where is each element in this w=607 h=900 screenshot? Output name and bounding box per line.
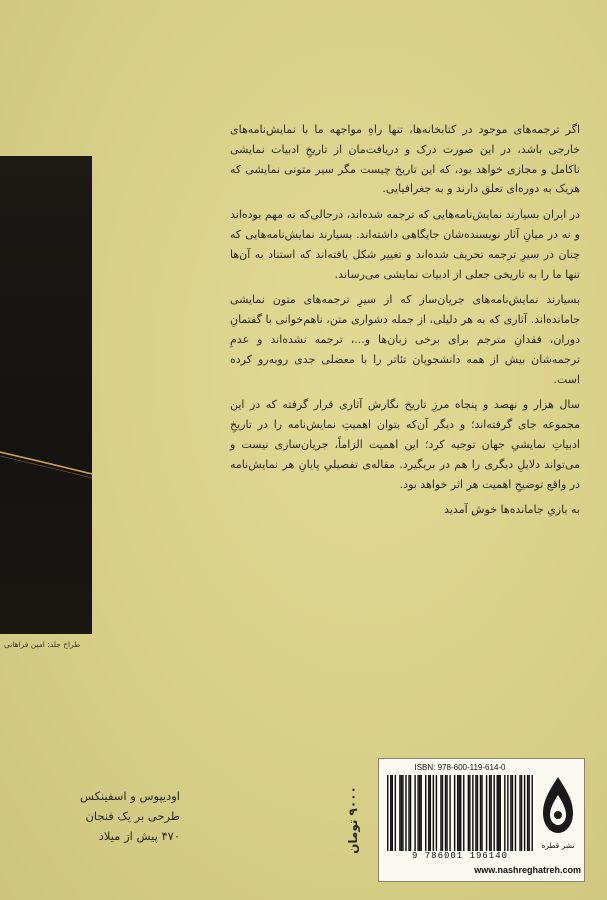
included-plays-list [70,786,180,846]
blurb-closing-line: به بازیِ جامانده‌ها خوش آمدید [444,503,580,517]
play-title: طرحی بر یک فنجان [85,809,180,823]
cover-photo-fragment [0,156,92,634]
price-value: ۹۰۰۰ تومان [346,786,360,854]
blurb-paragraph: اگر ترجمه‌های موجود در کتابخانه‌ها، تنها راهِ مواجهه ما با نمایش‌نامه‌های خارجی باشد، در این صورت درک و دریافت‌مان از تاریخِ ادبیات نمایشی ناکامل و مجازی خواهد بود، که این تاریخ چیست مگر سیر متونی نمایشی که هریک به دوره‌ای تعلق دارند و به جغرافیایی. [230,123,580,196]
barcode-icon [387,775,533,861]
cover-designer-credit: طراح جلد: امین فراهانی [4,640,81,649]
blurb-paragraph: سال هزار و نهصد و پنجاه مرزِ تاریخ نگارش آثاری قرار گرفته که در این مجموعه جای گرفته‌اند؛ و دیگر آن‌که بتوان اهمیتِ نمایش‌نامه را در تاریخِ ادبیاتِ نمایشیِ جهان توجیه کرد؛ این اهمیت الزاماً، جریان‌سازی نیست و می‌تواند دلایلِ دیگری را هم در بربگیرد. مقاله‌ی تفصیلیِ پایانِ هر نمایش‌نامه در واقع توضیحِ اهمیت هر اثر خواهد بود. [230,398,580,491]
blurb-paragraph: بسیارند نمایش‌نامه‌های جریان‌ساز که از سیرِ ترجمه‌های متون نمایشی جامانده‌اند. آثاری که به هر دلیلی، از جمله دشواری متن، ناهم‌خوانی با گفتمانِ دوران، فقدانِ مترجم برای برخی زبان‌ها و...، ترجمه نشده‌اند و عدمِ ترجمه‌شان بیش از همه دانشجویان تئاتر را با معضلی جدی روبه‌رو کرده است. [230,293,580,386]
play-title: ۴۷۰ پیش از میلاد [98,829,180,843]
publisher-logo-icon [537,773,579,839]
play-title: اودیپوس و اسفینکس [80,789,180,803]
barcode-panel [378,758,585,882]
isbn-label: ISBN: 978-600-119-614-0 [414,763,506,772]
back-cover-blurb [230,120,580,526]
publisher-name: نشر قطره [541,841,575,850]
barcode-digits: 9 786001 196140 [385,851,535,861]
price-label [338,760,368,880]
blurb-paragraph: در ایران بسیارند نمایش‌نامه‌هایی که ترجمه شده‌اند، درحالی‌که نه مهم بوده‌اند و نه در میانِ آثار نویسنده‌شان جایگاهی داشته‌اند. بسیارند نمایش‌نامه‌هایی که چنان در سیرِ ترجمه تحریف شده‌اند و تغییر شکل یافته‌اند که استناد به آن‌ها تنها ما را به تاریخی جعلی از ادبیات نمایشی می‌رساند. [230,208,580,281]
publisher-website: www.nashreghatreh.com [474,865,581,875]
